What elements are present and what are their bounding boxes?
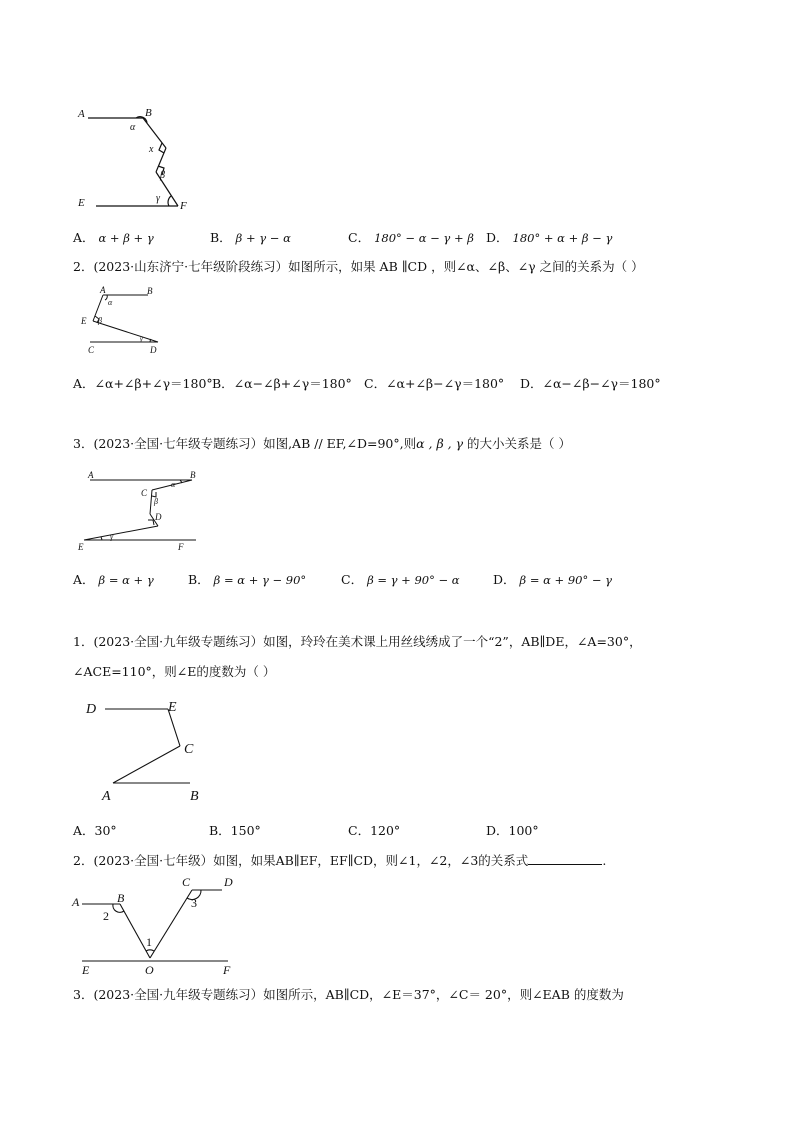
q2a-option-c: C．∠α+∠β−∠γ＝180° bbox=[364, 376, 505, 391]
q0-option-a: A． α + β + γ bbox=[73, 230, 154, 245]
figure-q1b bbox=[80, 695, 220, 807]
q1b-label-E: E bbox=[168, 700, 177, 715]
label-B: B bbox=[145, 107, 152, 119]
q2b-label-2: 2 bbox=[103, 909, 109, 923]
q2b-label-O: O bbox=[145, 963, 154, 977]
q3a-option-c: C． β = γ + 90° − α bbox=[341, 572, 460, 587]
figure-angle-x bbox=[70, 100, 200, 215]
q2a-option-a: A．∠α+∠β+∠γ＝180° bbox=[73, 376, 213, 391]
q2a-label-gamma: γ bbox=[140, 335, 143, 343]
figure-q2a bbox=[78, 283, 168, 358]
q2a-label-C: C bbox=[88, 345, 95, 355]
q3a-option-b: B． β = α + γ − 90° bbox=[188, 572, 307, 587]
q3a-label-B: B bbox=[190, 470, 196, 480]
q2a-label-beta: β bbox=[98, 316, 102, 325]
q2a-label-B: B bbox=[147, 286, 153, 296]
q1b-label-C: C bbox=[184, 742, 194, 757]
q3a-label-gamma: γ bbox=[110, 532, 114, 541]
q2b-stem: 2．(2023·全国·七年级）如图，如果AB∥EF，EF∥CD，则∠1，∠2，∠3的关系式 . bbox=[73, 853, 607, 868]
q1b-stem-line1: 1．(2023·全国·九年级专题练习）如图，玲玲在美术课上用丝线绣成了一个“2”，AB∥DE，∠A=30°， bbox=[73, 634, 642, 649]
q2a-label-alpha: α bbox=[108, 298, 113, 307]
label-beta: β bbox=[160, 170, 165, 181]
q1b-label-B: B bbox=[190, 789, 199, 804]
q1b-option-b: B．150° bbox=[209, 823, 261, 838]
q2a-label-E: E bbox=[81, 316, 87, 326]
answer-blank[interactable] bbox=[528, 852, 602, 865]
q2a-label-D: D bbox=[150, 345, 157, 355]
q2a-option-b: B．∠α−∠β+∠γ＝180° bbox=[212, 376, 352, 391]
q3a-option-d: D． β = α + 90° − γ bbox=[493, 572, 613, 587]
figure-q2b bbox=[70, 874, 240, 978]
q3a-stem: 3．(2023·全国·七年级专题练习）如图,AB // EF,∠D=90°,则α , β , γ 的大小关系是（ ） bbox=[73, 436, 572, 451]
q2b-label-D: D bbox=[224, 875, 233, 889]
q2b-label-3: 3 bbox=[191, 896, 197, 910]
q3a-label-C: C bbox=[141, 488, 148, 498]
figure-q3a bbox=[76, 462, 206, 554]
q2a-option-d: D．∠α−∠β−∠γ＝180° bbox=[520, 376, 661, 391]
label-gamma: γ bbox=[156, 193, 160, 204]
q2b-label-E: E bbox=[82, 963, 90, 977]
q1b-option-d: D．100° bbox=[486, 823, 539, 838]
q1b-option-a: A．30° bbox=[73, 823, 117, 838]
q1b-label-D: D bbox=[86, 702, 97, 717]
q3a-label-D: D bbox=[155, 512, 162, 522]
q3a-label-beta: β bbox=[154, 497, 158, 506]
q0-option-d: D． 180° + α + β − γ bbox=[486, 230, 613, 245]
q2b-label-A: A bbox=[72, 895, 80, 909]
q0-option-c: C． 180° − α − γ + β bbox=[348, 230, 474, 245]
q3a-label-alpha: α bbox=[171, 480, 176, 489]
label-E: E bbox=[78, 197, 85, 209]
q2b-label-F: F bbox=[223, 963, 231, 977]
q2b-label-C: C bbox=[182, 875, 191, 889]
label-x: x bbox=[149, 144, 154, 155]
q2b-label-1: 1 bbox=[146, 935, 152, 949]
q2b-label-B: B bbox=[117, 891, 125, 905]
q2a-stem: 2．(2023·山东济宁·七年级阶段练习）如图所示，如果 AB ∥CD ，则∠α、∠β、∠γ 之间的关系为（ ） bbox=[73, 259, 644, 274]
q3a-option-a: A． β = α + γ bbox=[73, 572, 154, 587]
label-F: F bbox=[180, 200, 187, 212]
q1b-label-A: A bbox=[102, 789, 111, 804]
q2a-label-A: A bbox=[100, 285, 106, 295]
q3b-stem: 3．(2023·全国·九年级专题练习）如图所示，AB∥CD，∠E＝37°，∠C＝ 20°，则∠EAB 的度数为 bbox=[73, 987, 624, 1002]
label-alpha: α bbox=[130, 122, 136, 133]
q0-option-b: B． β + γ − α bbox=[210, 230, 291, 245]
label-A: A bbox=[78, 108, 85, 120]
q3a-label-E: E bbox=[78, 542, 84, 552]
q3a-label-A: A bbox=[88, 470, 94, 480]
q3a-label-F: F bbox=[178, 542, 184, 552]
q1b-option-c: C．120° bbox=[348, 823, 401, 838]
q1b-stem-line2: ∠ACE=110°，则∠E的度数为（ ） bbox=[73, 664, 276, 679]
